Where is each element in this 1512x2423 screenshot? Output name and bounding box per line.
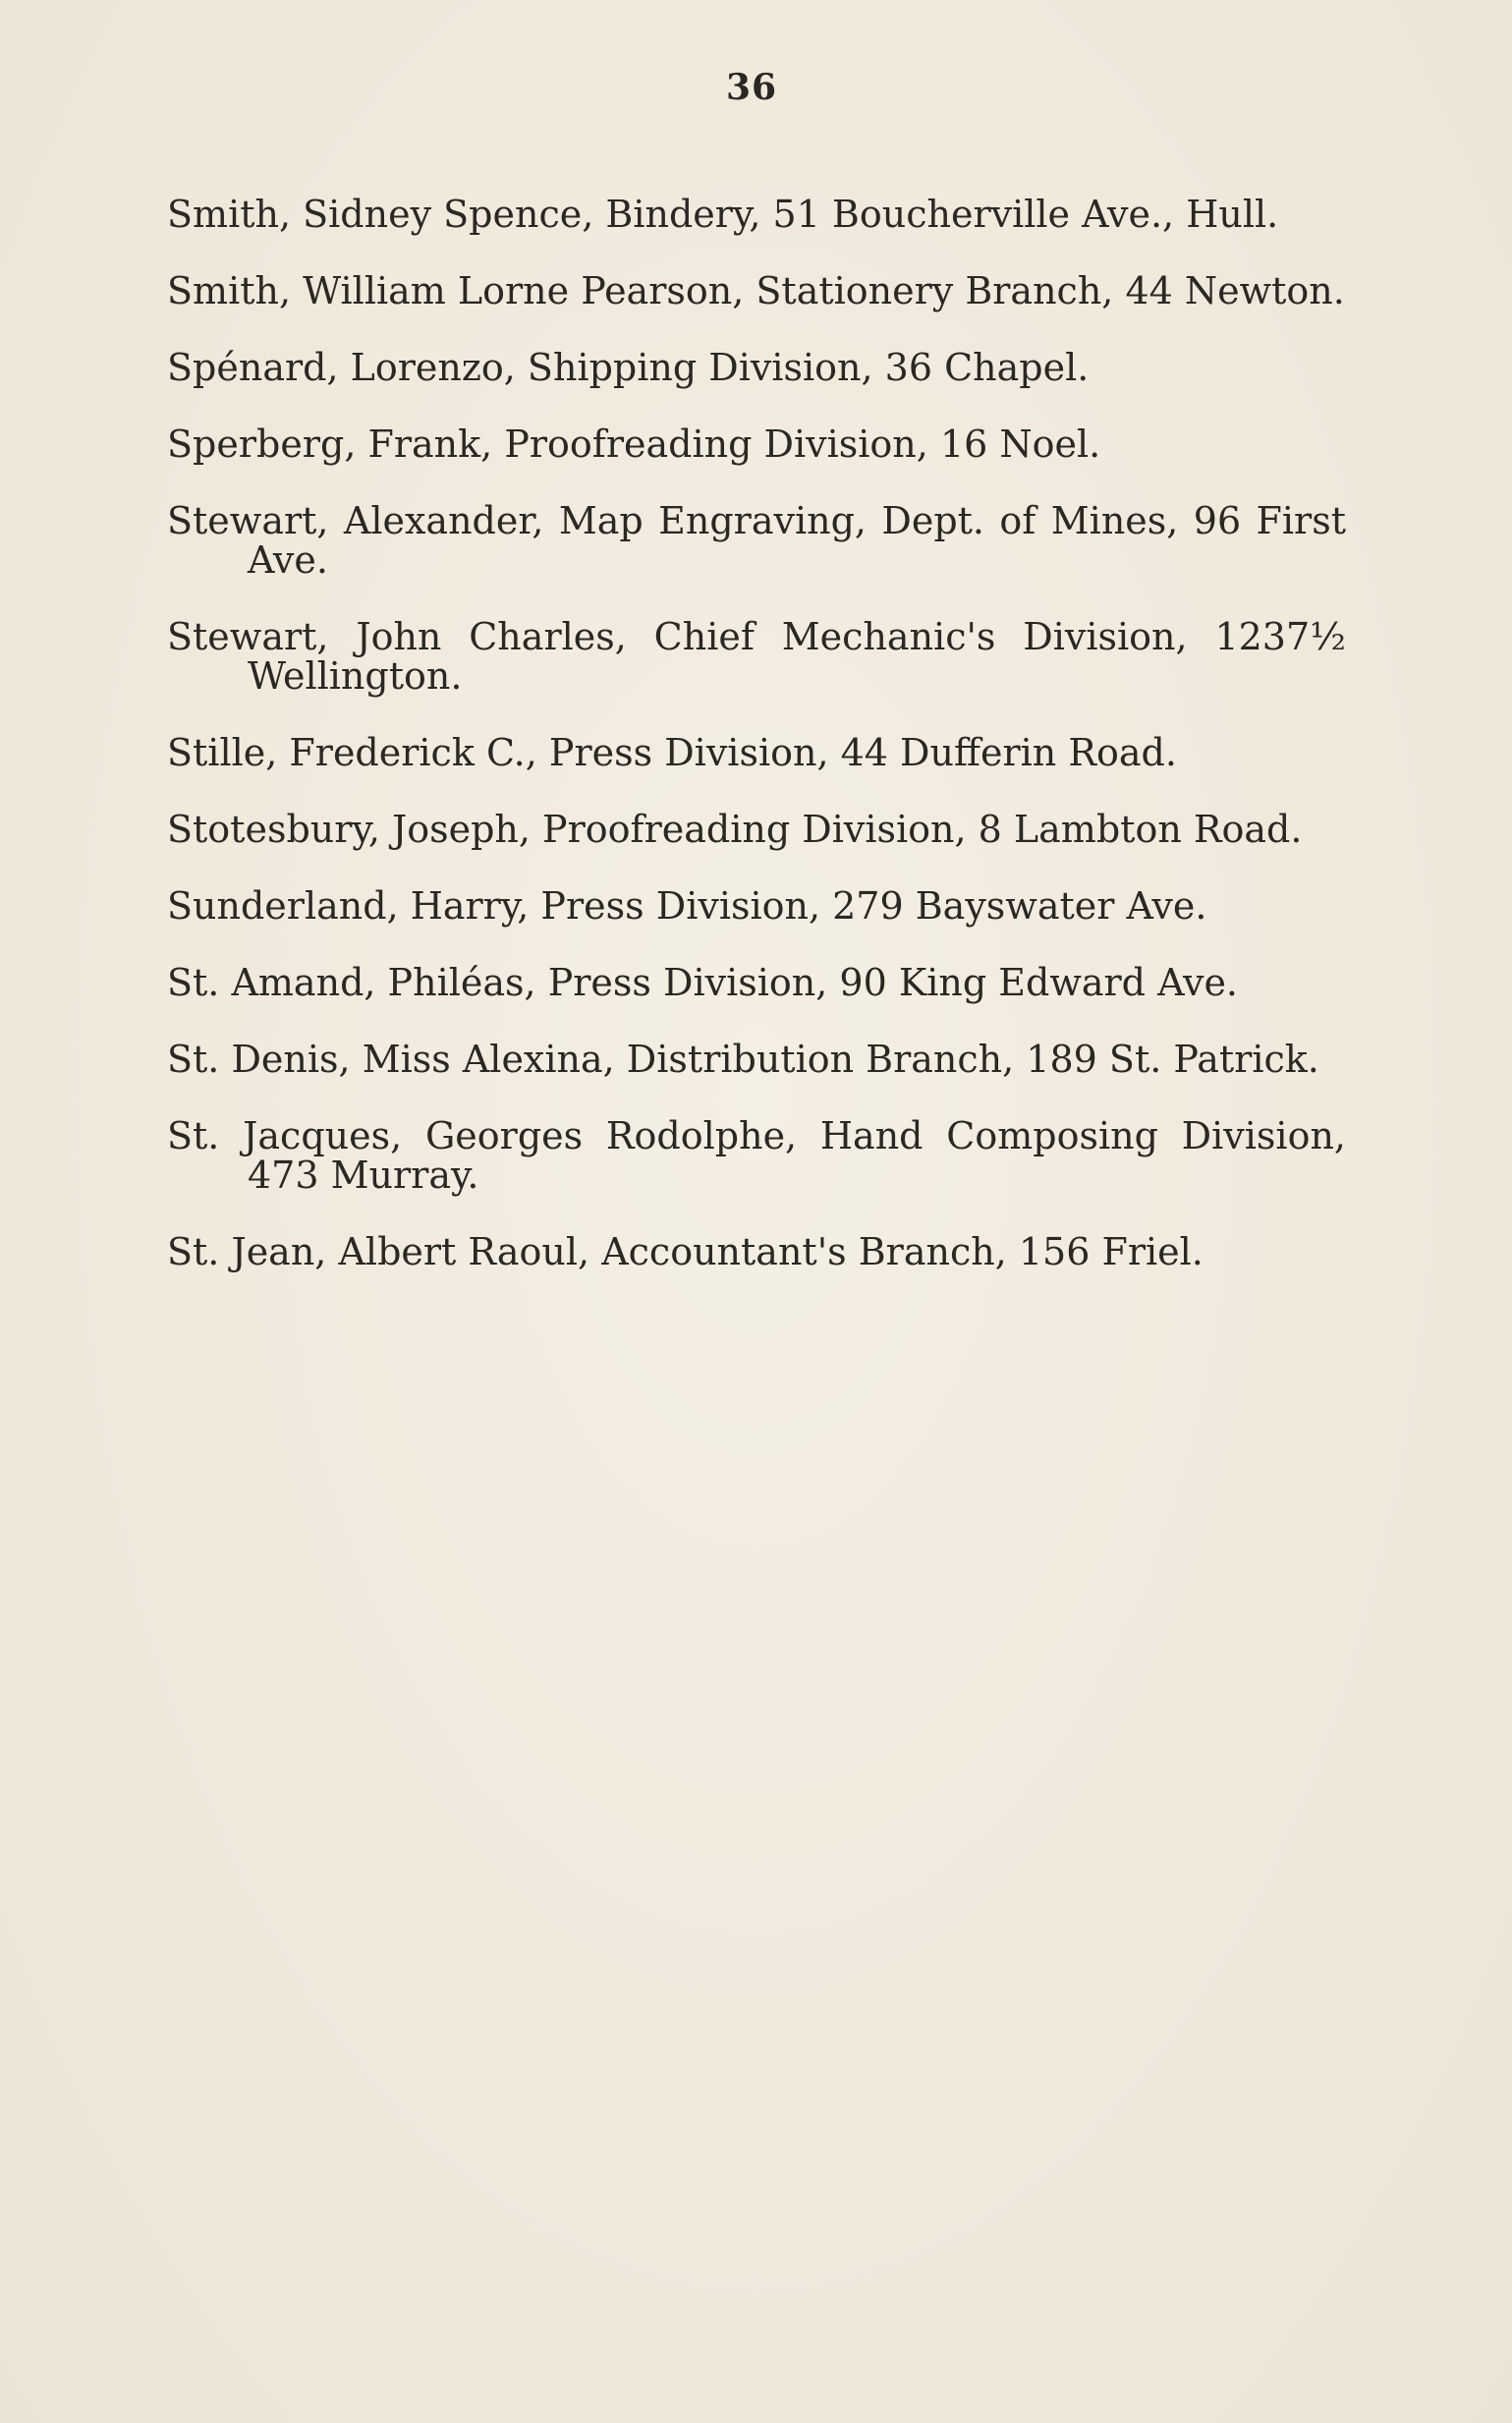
directory-entry: Stotesbury, Joseph, Proofreading Division, 8 Lambton Road.	[167, 808, 1303, 851]
directory-entry: St. Jacques, Georges Rodolphe, Hand Composing Division, 473 Murray.	[167, 1114, 1346, 1197]
directory-entry: St. Denis, Miss Alexina, Distribution Branch, 189 St. Patrick.	[167, 1038, 1319, 1081]
page-number: 36	[725, 67, 778, 108]
directory-entry: Smith, Sidney Spence, Bindery, 51 Boucherville Ave., Hull.	[167, 193, 1279, 236]
directory-entry: Sunderland, Harry, Press Division, 279 Bayswater Ave.	[167, 884, 1207, 928]
directory-entry: Sperberg, Frank, Proofreading Division, 16 Noel.	[167, 423, 1101, 466]
directory-entry: St. Amand, Philéas, Press Division, 90 King Edward Ave.	[167, 961, 1239, 1004]
directory-entries	[167, 157, 1346, 1299]
directory-entry: Smith, William Lorne Pearson, Stationery Branch, 44 Newton.	[167, 269, 1345, 312]
directory-entry: St. Jean, Albert Raoul, Accountant's Branch, 156 Friel.	[167, 1230, 1204, 1273]
directory-entry: Stille, Frederick C., Press Division, 44 Dufferin Road.	[167, 731, 1177, 774]
directory-entry: Spénard, Lorenzo, Shipping Division, 36 Chapel.	[167, 346, 1090, 389]
directory-entry: Stewart, John Charles, Chief Mechanic's Division, 1237½ Wellington.	[167, 615, 1346, 698]
directory-entry: Stewart, Alexander, Map Engraving, Dept. of Mines, 96 First Ave.	[167, 499, 1346, 582]
